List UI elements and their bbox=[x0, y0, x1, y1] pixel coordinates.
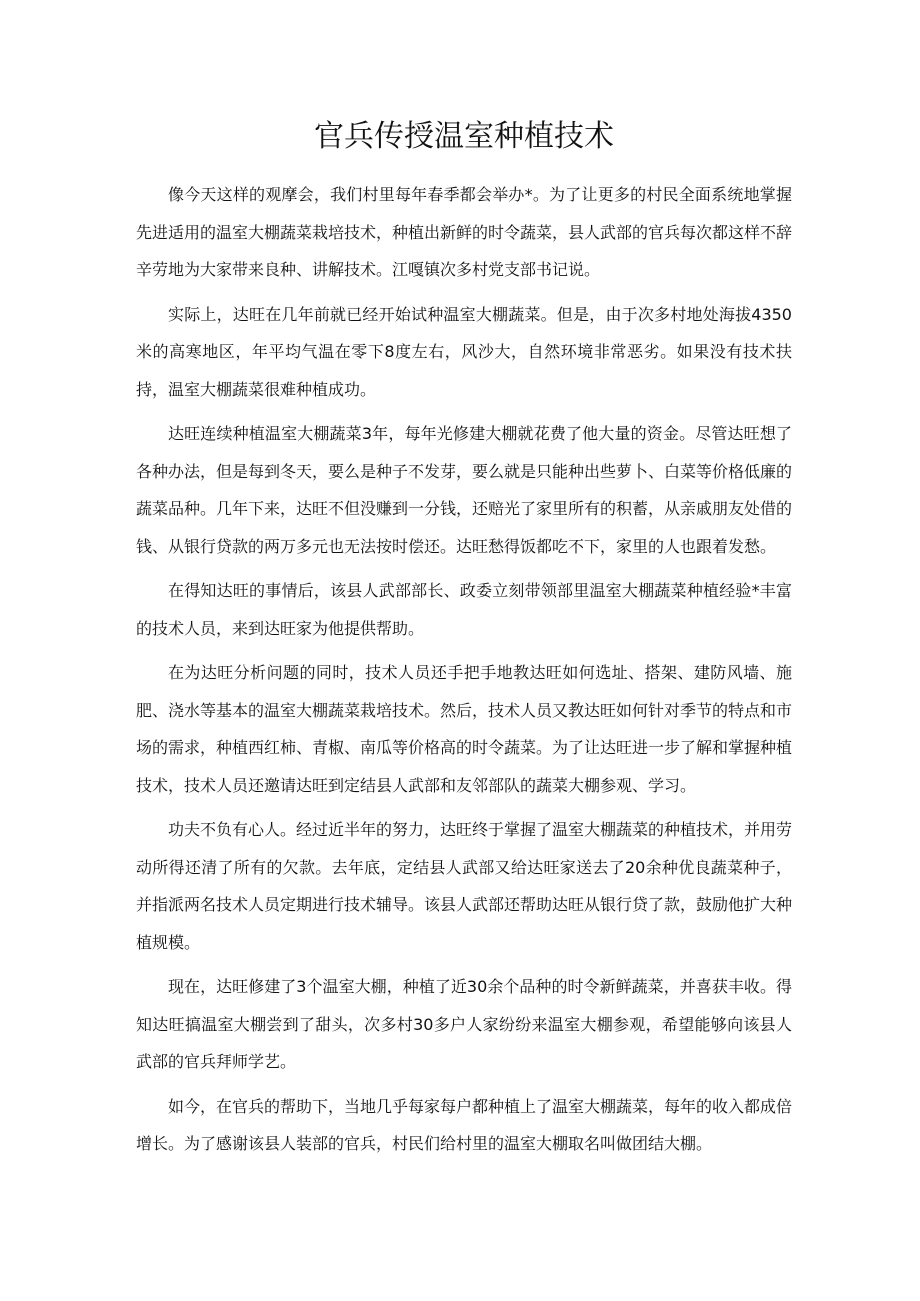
paragraph-3: 达旺连续种植温室大棚蔬菜3年，每年光修建大棚就花费了他大量的资金。尽管达旺想了各种办法，但是每到冬天，要么是种子不发芽，要么就是只能种出些萝卜、白菜等价格低廉的蔬菜品种。几年下来，达旺不但没赚到一分钱，还赔光了家里所有的积蓄，从亲戚朋友处借的钱、从银行贷款的两万多元也无法按时偿还。达旺愁得饭都吃不下，家里的人也跟着发愁。 bbox=[136, 424, 793, 556]
paragraph-8: 如今，在官兵的帮助下，当地几乎每家每户都种植上了温室大棚蔬菜，每年的收入都成倍增长。为了感谢该县人装部的官兵，村民们给村里的温室大棚取名叫做团结大棚。 bbox=[136, 1096, 793, 1153]
paragraph-1: 像今天这样的观摩会，我们村里每年春季都会举办*。为了让更多的村民全面系统地掌握先进适用的温室大棚蔬菜栽培技术，种植出新鲜的时令蔬菜，县人武部的官兵每次都这样不辞辛劳地为大家带来良种、讲解技术。江嘎镇次多村党支部书记说。 bbox=[136, 185, 793, 279]
page-title: 官兵传授温室种植技术 bbox=[314, 119, 614, 154]
paragraph-4: 在得知达旺的事情后，该县人武部部长、政委立刻带领部里温室大棚蔬菜种植经验*丰富的技术人员，来到达旺家为他提供帮助。 bbox=[136, 581, 792, 638]
paragraph-7: 现在，达旺修建了3个温室大棚，种植了近30余个品种的时令新鲜蔬菜，并喜获丰收。得知达旺搞温室大棚尝到了甜头，次多村30多户人家纷纷来温室大棚参观，希望能够向该县人武部的官兵拜师学艺。 bbox=[136, 977, 792, 1071]
paragraph-6: 功夫不负有心人。经过近半年的努力，达旺终于掌握了温室大棚蔬菜的种植技术，并用劳动所得还清了所有的欠款。去年底，定结县人武部又给达旺家送去了20余种优良蔬菜种子，并指派两名技术人员定期进行技术辅导。该县人武部还帮助达旺从银行贷了款，鼓励他扩大种植规模。 bbox=[136, 820, 793, 952]
paragraph-2: 实际上，达旺在几年前就已经开始试种温室大棚蔬菜。但是，由于次多村地处海拔4350米的高寒地区，年平均气温在零下8度左右，风沙大，自然环境非常恶劣。如果没有技术扶持，温室大棚蔬菜很难种植成功。 bbox=[136, 304, 792, 399]
article-body bbox=[136, 176, 792, 1163]
paragraph-5: 在为达旺分析问题的同时，技术人员还手把手地教达旺如何选址、搭架、建防风墙、施肥、浇水等基本的温室大棚蔬菜栽培技术。然后，技术人员又教达旺如何针对季节的特点和市场的需求，种植西红柿、青椒、南瓜等价格高的时令蔬菜。为了让达旺进一步了解和掌握种植技术，技术人员还邀请达旺到定结县人武部和友邻部队的蔬菜大棚参观、学习。 bbox=[136, 663, 793, 795]
